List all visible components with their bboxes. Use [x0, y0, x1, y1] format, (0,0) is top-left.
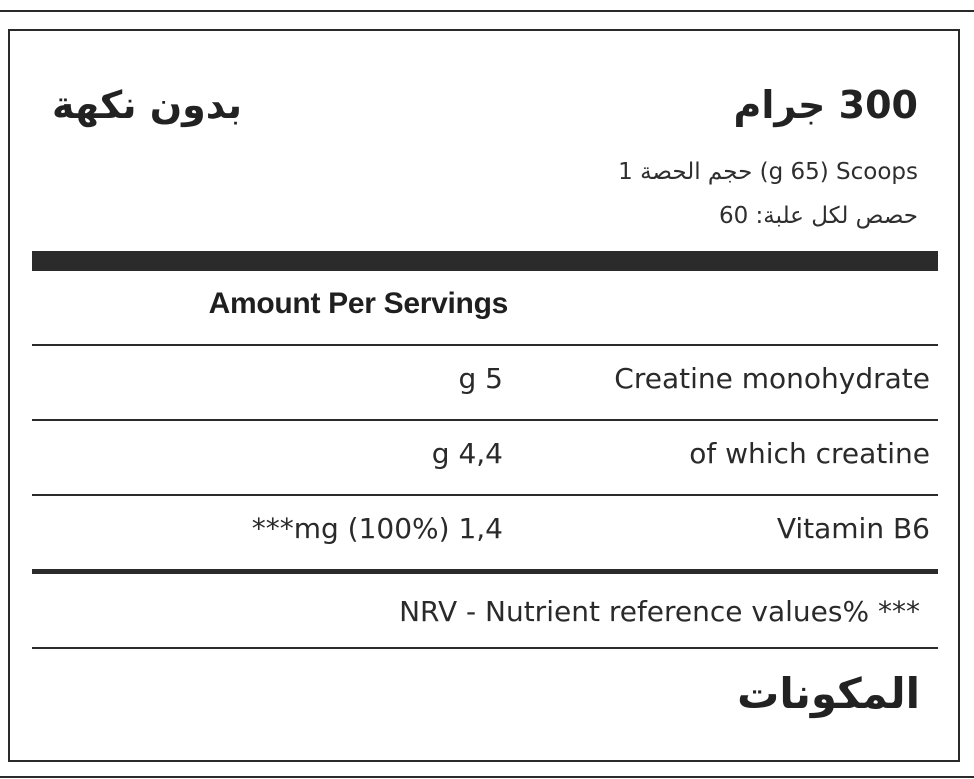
- divider: [32, 647, 938, 649]
- ingredients-title: المكونات: [737, 669, 920, 718]
- amount-per-serving-header: Amount Per Servings: [208, 287, 508, 320]
- table-bottom-divider: [32, 569, 938, 574]
- header-divider-bar: [32, 251, 938, 271]
- table-row: [32, 496, 938, 570]
- top-rule: [0, 10, 974, 12]
- serving-size: حجم الحصة 1 (g 65) Scoops: [618, 159, 918, 185]
- table-row: [32, 421, 938, 495]
- nutrient-name: of which creatine: [689, 437, 930, 470]
- bottom-rule: [0, 776, 974, 778]
- nutrient-name: Creatine monohydrate: [614, 362, 930, 395]
- nutrition-label-panel: [8, 29, 960, 762]
- product-size-title: 300 جرام: [733, 83, 918, 127]
- nutrient-amount: ***mg (100%) 1,4: [251, 512, 503, 545]
- nutrient-amount: g 5: [458, 362, 503, 395]
- nrv-footnote: NRV - Nutrient reference values% ***: [399, 595, 920, 628]
- servings-per-container: حصص لكل علبة: 60: [718, 203, 918, 229]
- table-row: [32, 346, 938, 420]
- nutrient-name: Vitamin B6: [776, 512, 930, 545]
- nutrient-amount: g 4,4: [431, 437, 503, 470]
- product-flavor-title: بدون نكهة: [52, 83, 242, 127]
